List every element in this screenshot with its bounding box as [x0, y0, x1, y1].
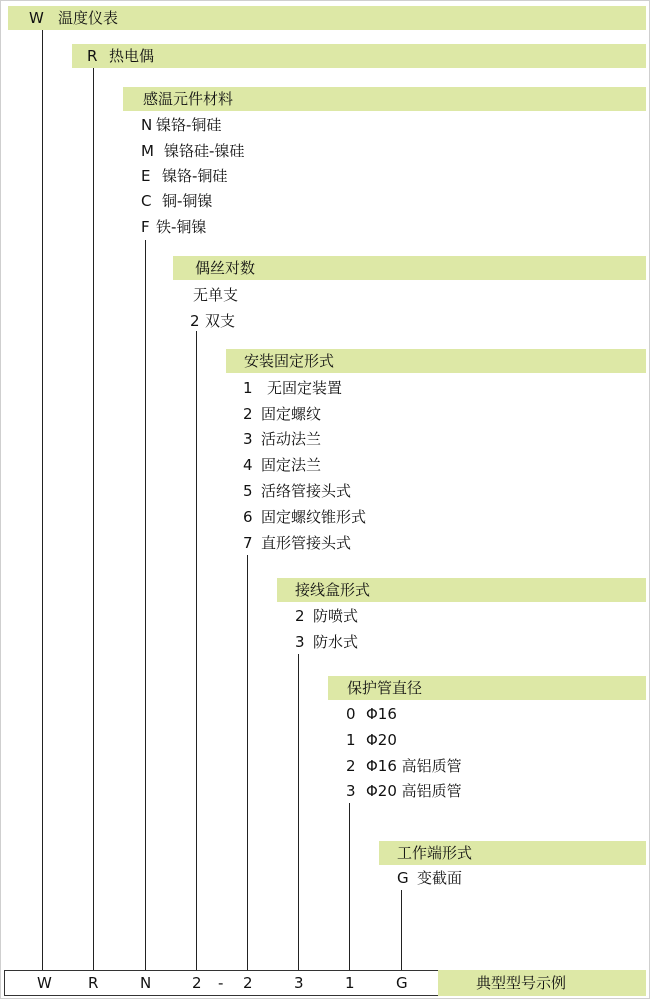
band-thermocouple — [72, 44, 646, 68]
model-char-2a: 2 — [192, 974, 202, 992]
tube-2: Φ16 高铝质管 — [366, 757, 462, 775]
tube-3: Φ20 高铝质管 — [366, 782, 462, 800]
tube-code-1: 1 — [346, 731, 356, 749]
tube-1: Φ20 — [366, 731, 397, 749]
connector-line-n — [145, 240, 146, 970]
label-junction-box: 接线盒形式 — [295, 581, 371, 599]
code-r: R — [87, 47, 98, 65]
pairs-double: 双支 — [205, 312, 236, 330]
mount-4: 固定法兰 — [261, 456, 322, 474]
mount-code-6: 6 — [243, 508, 253, 526]
model-char-w: W — [37, 974, 52, 992]
mount-code-3: 3 — [243, 430, 253, 448]
material-code-m: M — [141, 142, 154, 160]
mount-2: 固定螺纹 — [261, 405, 322, 423]
pairs-code-2: 2 — [190, 312, 200, 330]
label-thermocouple: 热电偶 — [109, 47, 155, 65]
mount-5: 活络管接头式 — [261, 482, 352, 500]
material-c: 铜-铜镍 — [162, 192, 213, 210]
material-code-n: N — [141, 116, 153, 134]
material-code-f: F — [141, 218, 150, 236]
tube-code-3: 3 — [346, 782, 356, 800]
end-code-g: G — [397, 869, 409, 887]
model-char-2b: 2 — [243, 974, 253, 992]
mount-7: 直形管接头式 — [261, 534, 352, 552]
tube-code-2: 2 — [346, 757, 356, 775]
connector-line-w — [42, 30, 43, 970]
pairs-single: 无单支 — [193, 286, 239, 304]
label-instrument: 温度仪表 — [58, 9, 119, 27]
label-wire-pairs: 偶丝对数 — [195, 259, 256, 277]
label-working-end: 工作端形式 — [397, 844, 473, 862]
mount-6: 固定螺纹锥形式 — [261, 508, 367, 526]
tube-code-0: 0 — [346, 705, 356, 723]
model-char-g: G — [396, 974, 408, 992]
model-char-1: 1 — [345, 974, 355, 992]
model-char-n: N — [140, 974, 152, 992]
model-char-r: R — [88, 974, 99, 992]
label-tube-diameter: 保护管直径 — [347, 679, 423, 697]
connector-line-mount — [247, 555, 248, 970]
mount-code-2: 2 — [243, 405, 253, 423]
box-code-2: 2 — [295, 607, 305, 625]
example-label-band — [438, 970, 646, 996]
code-w: W — [29, 9, 44, 27]
material-m: 镍铬硅-镍硅 — [164, 142, 245, 160]
label-element-material: 感温元件材料 — [143, 90, 234, 108]
mount-3: 活动法兰 — [261, 430, 322, 448]
example-label: 典型型号示例 — [476, 974, 567, 992]
connector-line-tube — [349, 803, 350, 970]
connector-line-pairs — [196, 331, 197, 970]
connector-line-r — [93, 68, 94, 970]
mount-code-4: 4 — [243, 456, 253, 474]
material-n: 镍铬-铜硅 — [156, 116, 222, 134]
box-3: 防水式 — [313, 633, 359, 651]
model-char-3: 3 — [294, 974, 304, 992]
mount-code-7: 7 — [243, 534, 253, 552]
mount-1: 无固定装置 — [267, 379, 343, 397]
mount-code-5: 5 — [243, 482, 253, 500]
end-g: 变截面 — [417, 869, 463, 887]
material-f: 铁-铜镍 — [156, 218, 207, 236]
model-char-dash: - — [218, 974, 224, 992]
material-code-c: C — [141, 192, 152, 210]
box-code-3: 3 — [295, 633, 305, 651]
material-e: 镍铬-铜硅 — [162, 167, 228, 185]
connector-line-end — [401, 890, 402, 970]
mount-code-1: 1 — [243, 379, 253, 397]
tube-0: Φ16 — [366, 705, 397, 723]
connector-line-box — [298, 654, 299, 970]
box-2: 防喷式 — [313, 607, 359, 625]
label-mounting: 安装固定形式 — [244, 352, 335, 370]
material-code-e: E — [141, 167, 151, 185]
